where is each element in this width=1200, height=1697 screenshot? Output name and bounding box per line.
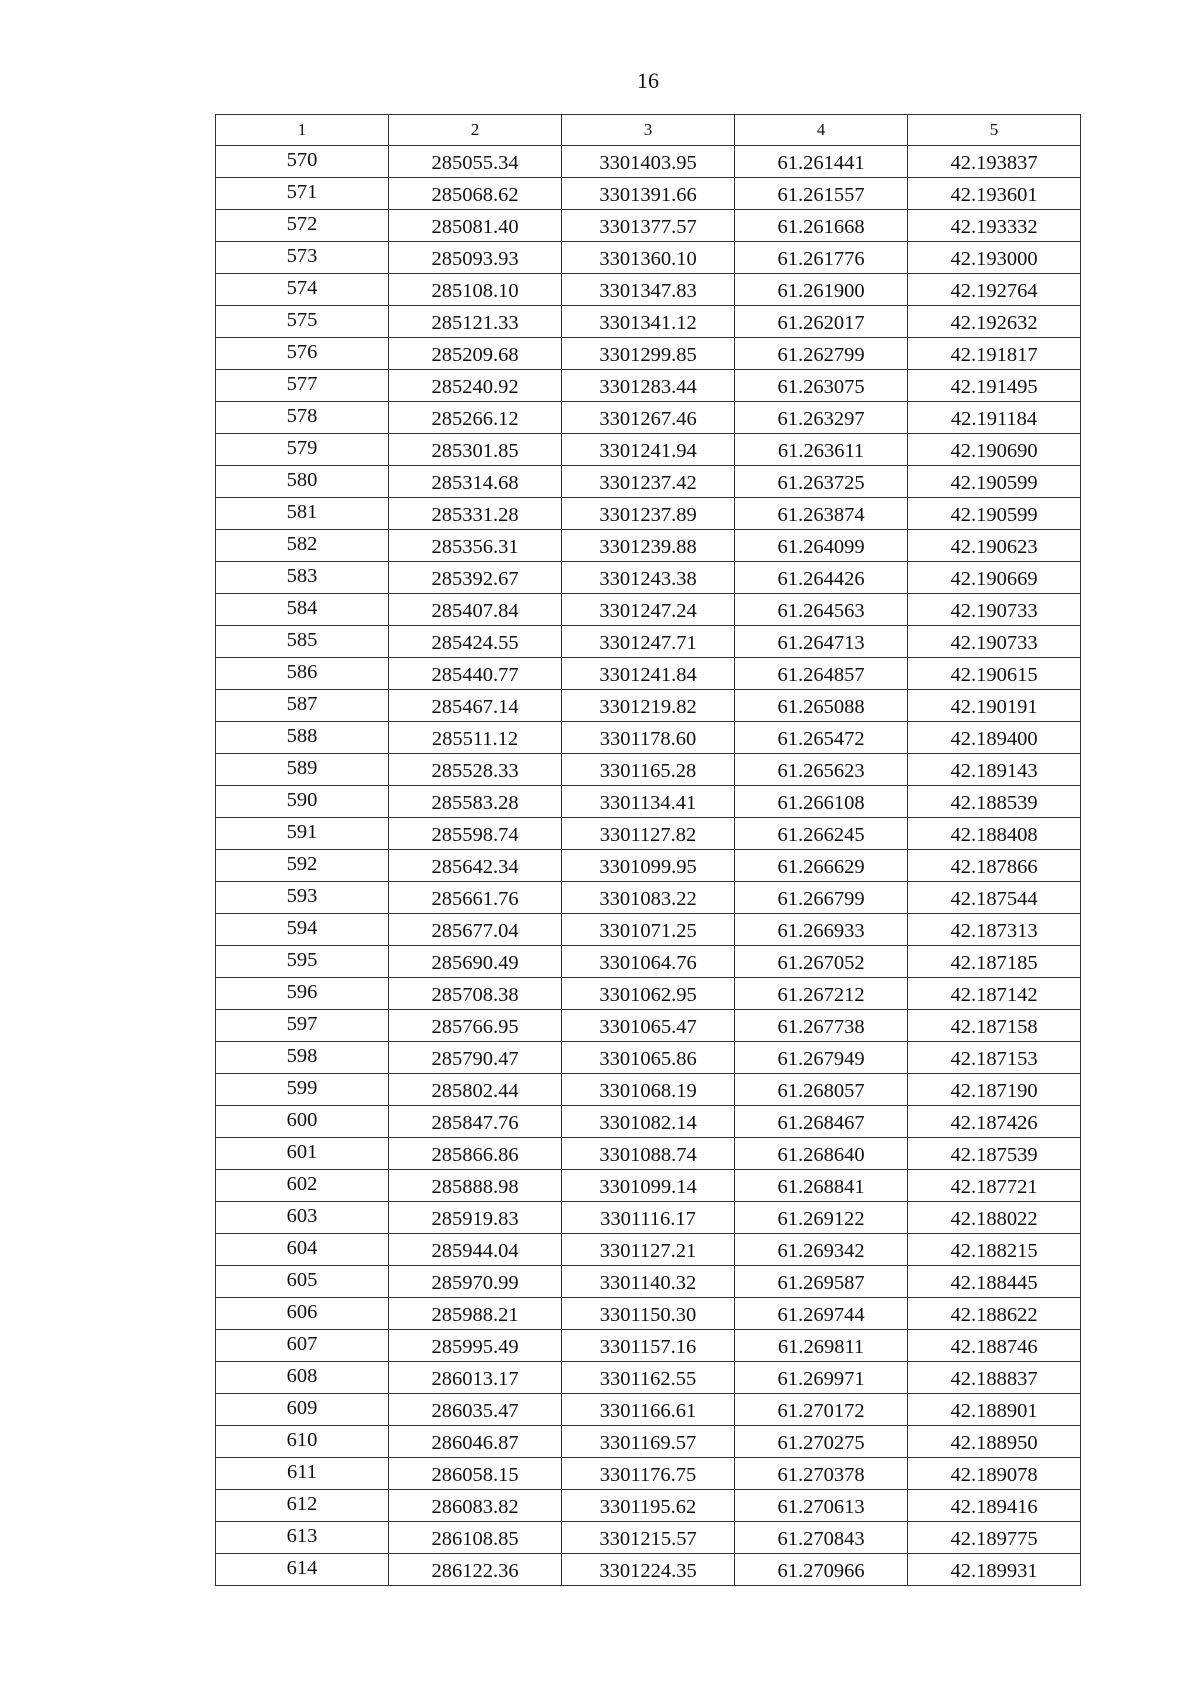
page-number: 16 — [637, 68, 659, 93]
table-cell-col-3: 3301099.95 — [562, 850, 735, 882]
table-cell-col-1: 589 — [216, 754, 389, 786]
table-row — [216, 210, 1081, 242]
table-cell-col-4: 61.261557 — [735, 178, 908, 210]
table-cell-col-4: 61.265472 — [735, 722, 908, 754]
table-cell-col-5: 42.190669 — [908, 562, 1081, 594]
table-cell-col-1: 570 — [216, 146, 389, 178]
table-cell-col-4: 61.270378 — [735, 1458, 908, 1490]
table-row — [216, 370, 1081, 402]
table-cell-col-5: 42.187185 — [908, 946, 1081, 978]
table-cell-col-5: 42.190615 — [908, 658, 1081, 690]
table-cell-col-4: 61.265623 — [735, 754, 908, 786]
table-cell-col-5: 42.191817 — [908, 338, 1081, 370]
table-cell-col-3: 3301176.75 — [562, 1458, 735, 1490]
table-cell-col-3: 3301237.42 — [562, 466, 735, 498]
table-cell-col-2: 285266.12 — [389, 402, 562, 434]
table-row — [216, 1042, 1081, 1074]
table-cell-col-4: 61.262799 — [735, 338, 908, 370]
table-cell-col-4: 61.268640 — [735, 1138, 908, 1170]
table-header — [216, 115, 1081, 146]
table-row — [216, 466, 1081, 498]
table-cell-col-1: 608 — [216, 1362, 389, 1394]
table-row — [216, 594, 1081, 626]
table-cell-col-3: 3301099.14 — [562, 1170, 735, 1202]
table-row — [216, 402, 1081, 434]
table-cell-col-2: 286122.36 — [389, 1554, 562, 1586]
table-row — [216, 1106, 1081, 1138]
table-cell-col-4: 61.264563 — [735, 594, 908, 626]
table-cell-col-4: 61.266245 — [735, 818, 908, 850]
table-cell-col-5: 42.193332 — [908, 210, 1081, 242]
table-cell-col-1: 592 — [216, 850, 389, 882]
table-cell-col-4: 61.267212 — [735, 978, 908, 1010]
table-row — [216, 1074, 1081, 1106]
table-cell-col-1: 613 — [216, 1522, 389, 1554]
table-cell-col-2: 285240.92 — [389, 370, 562, 402]
table-cell-col-1: 596 — [216, 978, 389, 1010]
table-cell-col-3: 3301062.95 — [562, 978, 735, 1010]
table-cell-col-5: 42.188622 — [908, 1298, 1081, 1330]
table-cell-col-3: 3301127.82 — [562, 818, 735, 850]
table-cell-col-5: 42.189775 — [908, 1522, 1081, 1554]
table-cell-col-2: 285583.28 — [389, 786, 562, 818]
table-cell-col-1: 614 — [216, 1554, 389, 1586]
table-cell-col-4: 61.266799 — [735, 882, 908, 914]
table-row — [216, 178, 1081, 210]
table-cell-col-5: 42.190733 — [908, 594, 1081, 626]
table-cell-col-2: 285790.47 — [389, 1042, 562, 1074]
table-cell-col-1: 586 — [216, 658, 389, 690]
table-cell-col-1: 583 — [216, 562, 389, 594]
table-cell-col-5: 42.189400 — [908, 722, 1081, 754]
table-cell-col-1: 605 — [216, 1266, 389, 1298]
table-row — [216, 434, 1081, 466]
table-cell-col-1: 579 — [216, 434, 389, 466]
table-row — [216, 850, 1081, 882]
table-row — [216, 498, 1081, 530]
table-cell-col-5: 42.192764 — [908, 274, 1081, 306]
table-cell-col-4: 61.261900 — [735, 274, 908, 306]
table-cell-col-5: 42.190191 — [908, 690, 1081, 722]
column-header-2: 2 — [389, 115, 562, 146]
column-header-4: 4 — [735, 115, 908, 146]
table-cell-col-3: 3301082.14 — [562, 1106, 735, 1138]
table-cell-col-4: 61.266933 — [735, 914, 908, 946]
table-cell-col-4: 61.268057 — [735, 1074, 908, 1106]
table-cell-col-1: 607 — [216, 1330, 389, 1362]
table-cell-col-3: 3301169.57 — [562, 1426, 735, 1458]
table-cell-col-4: 61.269811 — [735, 1330, 908, 1362]
table-cell-col-5: 42.188837 — [908, 1362, 1081, 1394]
table-cell-col-4: 61.263297 — [735, 402, 908, 434]
table-cell-col-3: 3301341.12 — [562, 306, 735, 338]
table-cell-col-4: 61.264713 — [735, 626, 908, 658]
table-cell-col-4: 61.269587 — [735, 1266, 908, 1298]
table-row — [216, 242, 1081, 274]
table-cell-col-4: 61.267738 — [735, 1010, 908, 1042]
table-cell-col-4: 61.262017 — [735, 306, 908, 338]
table-cell-col-1: 597 — [216, 1010, 389, 1042]
table-cell-col-1: 581 — [216, 498, 389, 530]
table-cell-col-2: 285314.68 — [389, 466, 562, 498]
table-cell-col-3: 3301219.82 — [562, 690, 735, 722]
table-cell-col-3: 3301064.76 — [562, 946, 735, 978]
table-cell-col-1: 590 — [216, 786, 389, 818]
table-cell-col-4: 61.265088 — [735, 690, 908, 722]
table-cell-col-1: 606 — [216, 1298, 389, 1330]
table-cell-col-2: 285440.77 — [389, 658, 562, 690]
table-cell-col-5: 42.193837 — [908, 146, 1081, 178]
table-cell-col-2: 286108.85 — [389, 1522, 562, 1554]
table-cell-col-2: 286058.15 — [389, 1458, 562, 1490]
table-cell-col-2: 285356.31 — [389, 530, 562, 562]
table-row — [216, 658, 1081, 690]
table-row — [216, 1330, 1081, 1362]
table-row — [216, 722, 1081, 754]
table-cell-col-5: 42.193601 — [908, 178, 1081, 210]
table-cell-col-4: 61.269971 — [735, 1362, 908, 1394]
table-cell-col-3: 3301088.74 — [562, 1138, 735, 1170]
table-cell-col-4: 61.263725 — [735, 466, 908, 498]
table-cell-col-2: 285301.85 — [389, 434, 562, 466]
table-cell-col-1: 603 — [216, 1202, 389, 1234]
table-row — [216, 306, 1081, 338]
table-cell-col-2: 285766.95 — [389, 1010, 562, 1042]
table-row — [216, 690, 1081, 722]
column-header-3: 3 — [562, 115, 735, 146]
table-cell-col-4: 61.270843 — [735, 1522, 908, 1554]
table-cell-col-1: 612 — [216, 1490, 389, 1522]
table-cell-col-4: 61.267052 — [735, 946, 908, 978]
table-cell-col-2: 285068.62 — [389, 178, 562, 210]
table-cell-col-2: 285677.04 — [389, 914, 562, 946]
table-row — [216, 1522, 1081, 1554]
table-cell-col-5: 42.191495 — [908, 370, 1081, 402]
table-cell-col-5: 42.189931 — [908, 1554, 1081, 1586]
table-cell-col-3: 3301157.16 — [562, 1330, 735, 1362]
table-cell-col-3: 3301068.19 — [562, 1074, 735, 1106]
table-row — [216, 1394, 1081, 1426]
table-cell-col-3: 3301283.44 — [562, 370, 735, 402]
table-cell-col-3: 3301162.55 — [562, 1362, 735, 1394]
table-cell-col-2: 285944.04 — [389, 1234, 562, 1266]
table-cell-col-3: 3301195.62 — [562, 1490, 735, 1522]
table-cell-col-3: 3301241.84 — [562, 658, 735, 690]
table-cell-col-4: 61.261441 — [735, 146, 908, 178]
table-cell-col-1: 571 — [216, 178, 389, 210]
table-cell-col-5: 42.187544 — [908, 882, 1081, 914]
table-row — [216, 1202, 1081, 1234]
table-cell-col-3: 3301347.83 — [562, 274, 735, 306]
table-cell-col-1: 575 — [216, 306, 389, 338]
table-cell-col-1: 580 — [216, 466, 389, 498]
table-cell-col-4: 61.264857 — [735, 658, 908, 690]
table-cell-col-2: 285847.76 — [389, 1106, 562, 1138]
coordinates-table — [215, 114, 1081, 1586]
table-cell-col-5: 42.187153 — [908, 1042, 1081, 1074]
table-cell-col-5: 42.189416 — [908, 1490, 1081, 1522]
table-row — [216, 786, 1081, 818]
table-cell-col-1: 572 — [216, 210, 389, 242]
table-cell-col-1: 576 — [216, 338, 389, 370]
table-cell-col-2: 285209.68 — [389, 338, 562, 370]
table-cell-col-1: 587 — [216, 690, 389, 722]
table-row — [216, 754, 1081, 786]
table-cell-col-4: 61.263874 — [735, 498, 908, 530]
table-cell-col-2: 285995.49 — [389, 1330, 562, 1362]
table-row — [216, 338, 1081, 370]
table-cell-col-5: 42.187142 — [908, 978, 1081, 1010]
table-cell-col-3: 3301247.24 — [562, 594, 735, 626]
table-cell-col-1: 582 — [216, 530, 389, 562]
table-cell-col-1: 573 — [216, 242, 389, 274]
table-cell-col-4: 61.269744 — [735, 1298, 908, 1330]
table-cell-col-1: 598 — [216, 1042, 389, 1074]
table-row — [216, 1554, 1081, 1586]
table-cell-col-2: 285661.76 — [389, 882, 562, 914]
table-cell-col-3: 3301134.41 — [562, 786, 735, 818]
table-cell-col-3: 3301224.35 — [562, 1554, 735, 1586]
table-cell-col-1: 577 — [216, 370, 389, 402]
table-cell-col-5: 42.187426 — [908, 1106, 1081, 1138]
table-cell-col-4: 61.261668 — [735, 210, 908, 242]
table-cell-col-5: 42.187190 — [908, 1074, 1081, 1106]
table-row — [216, 530, 1081, 562]
table-cell-col-3: 3301267.46 — [562, 402, 735, 434]
table-cell-col-5: 42.188901 — [908, 1394, 1081, 1426]
table-cell-col-3: 3301247.71 — [562, 626, 735, 658]
table-cell-col-3: 3301140.32 — [562, 1266, 735, 1298]
table-cell-col-2: 285331.28 — [389, 498, 562, 530]
table-cell-col-1: 594 — [216, 914, 389, 946]
table-cell-col-1: 601 — [216, 1138, 389, 1170]
table-row — [216, 146, 1081, 178]
table-cell-col-3: 3301166.61 — [562, 1394, 735, 1426]
table-cell-col-5: 42.188950 — [908, 1426, 1081, 1458]
table-cell-col-3: 3301241.94 — [562, 434, 735, 466]
table-cell-col-3: 3301360.10 — [562, 242, 735, 274]
table-row — [216, 1170, 1081, 1202]
table-cell-col-5: 42.188746 — [908, 1330, 1081, 1362]
table-cell-col-5: 42.189143 — [908, 754, 1081, 786]
table-cell-col-3: 3301071.25 — [562, 914, 735, 946]
column-header-1: 1 — [216, 115, 389, 146]
table-cell-col-1: 588 — [216, 722, 389, 754]
table-row — [216, 818, 1081, 850]
table-cell-col-3: 3301243.38 — [562, 562, 735, 594]
table-cell-col-3: 3301116.17 — [562, 1202, 735, 1234]
table-cell-col-2: 285690.49 — [389, 946, 562, 978]
table-cell-col-2: 285511.12 — [389, 722, 562, 754]
table-cell-col-3: 3301391.66 — [562, 178, 735, 210]
table-cell-col-2: 285708.38 — [389, 978, 562, 1010]
table-cell-col-4: 61.263075 — [735, 370, 908, 402]
table-cell-col-4: 61.269342 — [735, 1234, 908, 1266]
table-cell-col-2: 286013.17 — [389, 1362, 562, 1394]
table-cell-col-2: 286083.82 — [389, 1490, 562, 1522]
table-row — [216, 1010, 1081, 1042]
table-row — [216, 562, 1081, 594]
table-cell-col-3: 3301127.21 — [562, 1234, 735, 1266]
table-cell-col-4: 61.267949 — [735, 1042, 908, 1074]
table-cell-col-2: 285467.14 — [389, 690, 562, 722]
table-cell-col-5: 42.190733 — [908, 626, 1081, 658]
table-cell-col-5: 42.187539 — [908, 1138, 1081, 1170]
table-cell-col-5: 42.188022 — [908, 1202, 1081, 1234]
table-row — [216, 626, 1081, 658]
table-cell-col-5: 42.189078 — [908, 1458, 1081, 1490]
table-row — [216, 978, 1081, 1010]
table-cell-col-2: 285108.10 — [389, 274, 562, 306]
table-cell-col-2: 285866.86 — [389, 1138, 562, 1170]
table-cell-col-4: 61.264099 — [735, 530, 908, 562]
table-cell-col-3: 3301165.28 — [562, 754, 735, 786]
table-cell-col-3: 3301178.60 — [562, 722, 735, 754]
table-row — [216, 914, 1081, 946]
table-cell-col-5: 42.190599 — [908, 498, 1081, 530]
table-cell-col-3: 3301065.86 — [562, 1042, 735, 1074]
table-cell-col-5: 42.187866 — [908, 850, 1081, 882]
table-cell-col-4: 61.268467 — [735, 1106, 908, 1138]
table-cell-col-2: 286035.47 — [389, 1394, 562, 1426]
table-cell-col-1: 604 — [216, 1234, 389, 1266]
table-cell-col-2: 285642.34 — [389, 850, 562, 882]
table-cell-col-1: 593 — [216, 882, 389, 914]
header-row — [216, 115, 1081, 146]
table-row — [216, 274, 1081, 306]
table-row — [216, 946, 1081, 978]
table-cell-col-2: 285919.83 — [389, 1202, 562, 1234]
table-cell-col-2: 285081.40 — [389, 210, 562, 242]
table-cell-col-4: 61.270275 — [735, 1426, 908, 1458]
table-cell-col-1: 591 — [216, 818, 389, 850]
table-cell-col-4: 61.270613 — [735, 1490, 908, 1522]
table-cell-col-2: 285093.93 — [389, 242, 562, 274]
table-cell-col-3: 3301237.89 — [562, 498, 735, 530]
table-cell-col-5: 42.187158 — [908, 1010, 1081, 1042]
table-row — [216, 1458, 1081, 1490]
table-cell-col-2: 285598.74 — [389, 818, 562, 850]
table-cell-col-5: 42.193000 — [908, 242, 1081, 274]
table-cell-col-5: 42.192632 — [908, 306, 1081, 338]
table-cell-col-5: 42.188539 — [908, 786, 1081, 818]
table-cell-col-5: 42.190623 — [908, 530, 1081, 562]
table-row — [216, 1234, 1081, 1266]
table-cell-col-4: 61.263611 — [735, 434, 908, 466]
table-cell-col-1: 584 — [216, 594, 389, 626]
table-row — [216, 1138, 1081, 1170]
table-body — [216, 146, 1081, 1586]
table-row — [216, 1266, 1081, 1298]
table-cell-col-4: 61.264426 — [735, 562, 908, 594]
table-cell-col-5: 42.188215 — [908, 1234, 1081, 1266]
table-cell-col-4: 61.270966 — [735, 1554, 908, 1586]
table-cell-col-3: 3301150.30 — [562, 1298, 735, 1330]
table-cell-col-1: 602 — [216, 1170, 389, 1202]
table-cell-col-3: 3301083.22 — [562, 882, 735, 914]
table-row — [216, 1426, 1081, 1458]
table-cell-col-2: 285121.33 — [389, 306, 562, 338]
table-cell-col-1: 600 — [216, 1106, 389, 1138]
table-cell-col-3: 3301377.57 — [562, 210, 735, 242]
table-row — [216, 1490, 1081, 1522]
table-cell-col-4: 61.270172 — [735, 1394, 908, 1426]
table-cell-col-1: 610 — [216, 1426, 389, 1458]
table-cell-col-2: 285888.98 — [389, 1170, 562, 1202]
table-cell-col-3: 3301239.88 — [562, 530, 735, 562]
table-cell-col-2: 285055.34 — [389, 146, 562, 178]
table-cell-col-1: 599 — [216, 1074, 389, 1106]
table-cell-col-5: 42.188408 — [908, 818, 1081, 850]
table-cell-col-1: 585 — [216, 626, 389, 658]
table-cell-col-5: 42.190599 — [908, 466, 1081, 498]
table-cell-col-2: 286046.87 — [389, 1426, 562, 1458]
table-cell-col-2: 285988.21 — [389, 1298, 562, 1330]
table-cell-col-5: 42.191184 — [908, 402, 1081, 434]
table-cell-col-3: 3301299.85 — [562, 338, 735, 370]
table-cell-col-4: 61.261776 — [735, 242, 908, 274]
table-cell-col-2: 285528.33 — [389, 754, 562, 786]
table-cell-col-5: 42.190690 — [908, 434, 1081, 466]
table-cell-col-5: 42.187721 — [908, 1170, 1081, 1202]
table-cell-col-3: 3301065.47 — [562, 1010, 735, 1042]
table-row — [216, 882, 1081, 914]
table-cell-col-4: 61.268841 — [735, 1170, 908, 1202]
table-cell-col-2: 285802.44 — [389, 1074, 562, 1106]
table-cell-col-1: 609 — [216, 1394, 389, 1426]
table-cell-col-4: 61.266108 — [735, 786, 908, 818]
table-cell-col-5: 42.187313 — [908, 914, 1081, 946]
table-cell-col-3: 3301403.95 — [562, 146, 735, 178]
table-cell-col-1: 611 — [216, 1458, 389, 1490]
table-row — [216, 1298, 1081, 1330]
table-cell-col-2: 285407.84 — [389, 594, 562, 626]
column-header-5: 5 — [908, 115, 1081, 146]
table-cell-col-2: 285392.67 — [389, 562, 562, 594]
table-cell-col-1: 595 — [216, 946, 389, 978]
table-cell-col-4: 61.266629 — [735, 850, 908, 882]
table-cell-col-1: 574 — [216, 274, 389, 306]
table-cell-col-1: 578 — [216, 402, 389, 434]
table-cell-col-2: 285424.55 — [389, 626, 562, 658]
table-cell-col-3: 3301215.57 — [562, 1522, 735, 1554]
table-row — [216, 1362, 1081, 1394]
table-cell-col-4: 61.269122 — [735, 1202, 908, 1234]
table-cell-col-5: 42.188445 — [908, 1266, 1081, 1298]
table-cell-col-2: 285970.99 — [389, 1266, 562, 1298]
